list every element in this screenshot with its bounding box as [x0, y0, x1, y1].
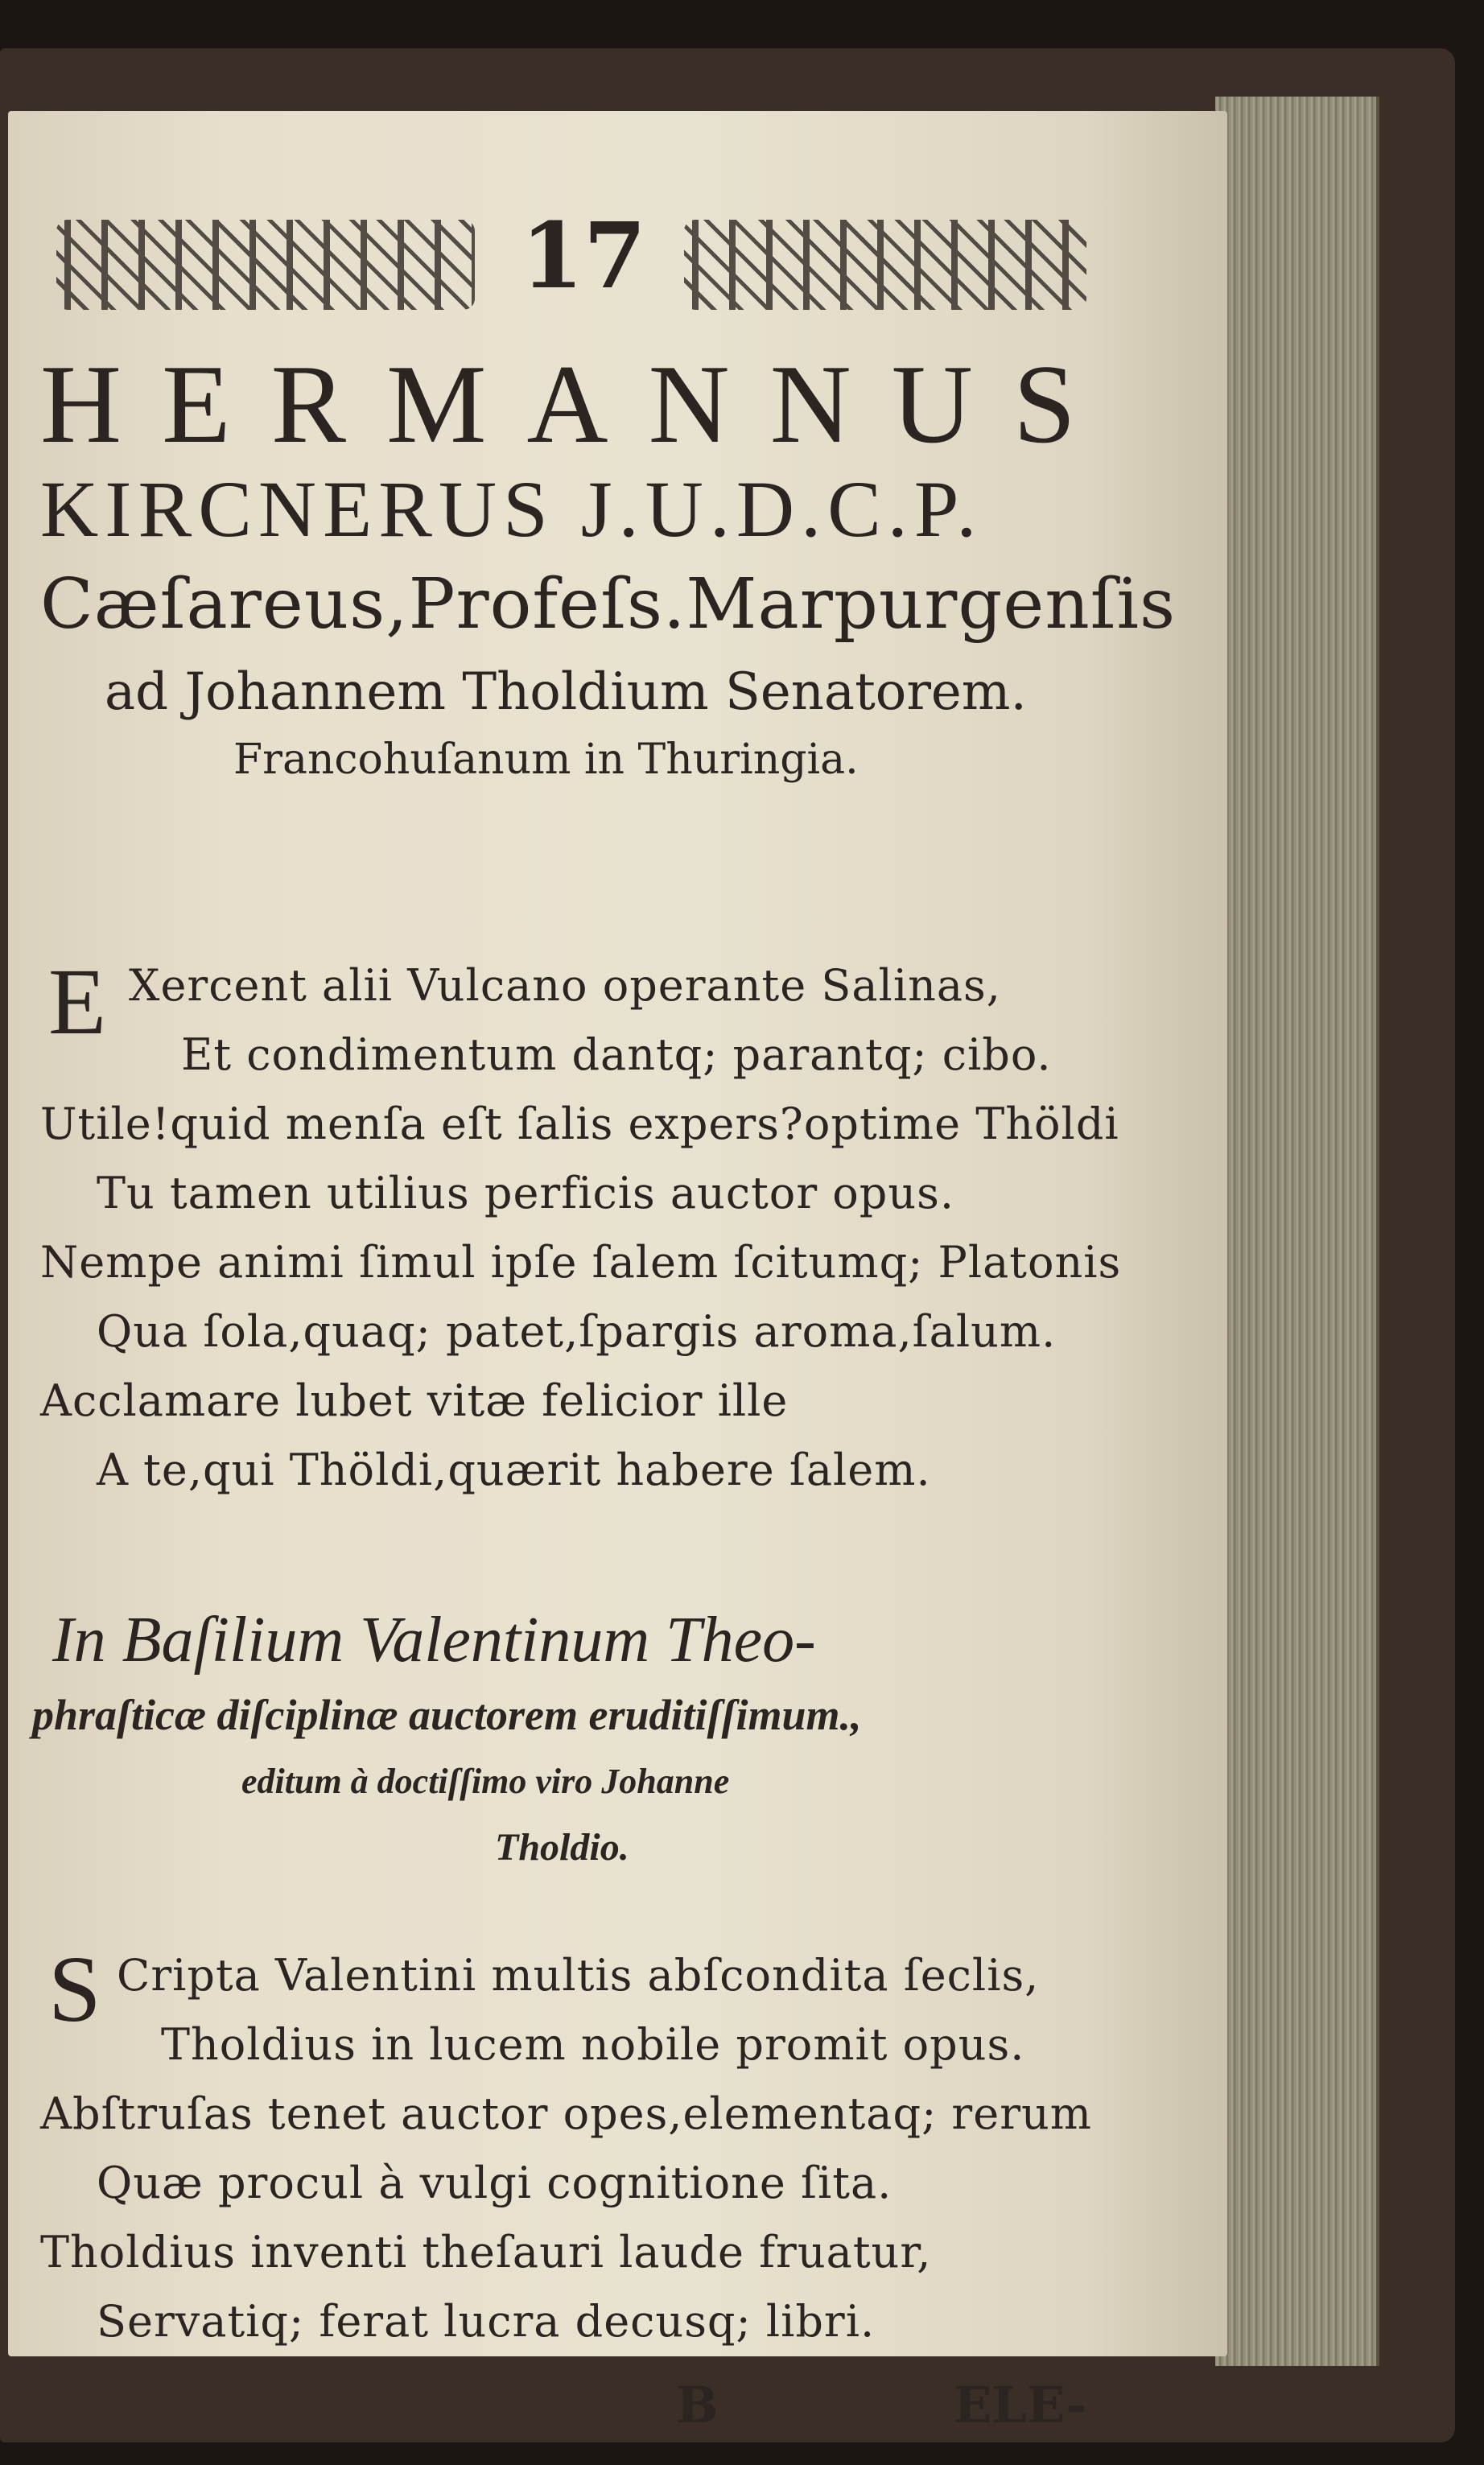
- poem1-line: Qua ſola,quaq; patet,ſpargis aroma,ſalum.: [97, 1306, 1057, 1357]
- section-title-line: editum à doctiſſimo viro Johanne: [241, 1762, 730, 1801]
- poem1-line: Et condimentum dantq; parantq; cibo.: [181, 1029, 1052, 1080]
- right-ornament-band: [684, 220, 1086, 310]
- poem2-line: Quæ procul à vulgi cognitione ſita.: [97, 2158, 892, 2208]
- heading-author-name: HERMANNUS: [40, 342, 1116, 467]
- heading-addressee: ad Johannem Tholdium Senatorem.: [105, 662, 1027, 722]
- page-number: 17: [521, 204, 646, 309]
- heading-author-surname: KIRCNERUS J.U.D.C.P.: [40, 464, 983, 554]
- book-page: [8, 111, 1227, 2434]
- section-title-line: Tholdio.: [495, 1826, 629, 1869]
- heading-place: Francohuſanum in Thuringia.: [233, 736, 859, 784]
- catchword: ELE-: [954, 2376, 1086, 2434]
- heading-author-title: Cæſareus,Profeſs.Marpurgenſis: [40, 564, 1177, 645]
- poem2-line: Cripta Valentini multis abſcondita ſeclis,: [117, 1950, 1040, 2001]
- section-title-line: phraſticæ diſciplinæ auctorem eruditiſſimum.,: [32, 1691, 862, 1739]
- page-edges: [1215, 97, 1379, 2366]
- left-ornament-band: [56, 220, 475, 310]
- poem2-line: Tholdius inventi theſauri laude fruatur,: [40, 2227, 932, 2277]
- poem1-line: Utile!quid menſa eſt ſalis expers?optime Thöldi: [40, 1099, 1119, 1149]
- poem2-line: Abſtruſas tenet auctor opes,elementaq; rerum: [40, 2088, 1092, 2139]
- poem1-line: Tu tamen utilius perficis auctor opus.: [97, 1168, 955, 1218]
- poem1-line: Xercent alii Vulcano operante Salinas,: [129, 960, 1001, 1011]
- section-title-line: In Baſilium Valentinum Theo-: [52, 1605, 816, 1676]
- poem1-line: Acclamare lubet vitæ felicior ille: [40, 1375, 789, 1426]
- poem2-line: Servatiq; ferat lucra decusq; libri.: [97, 2296, 876, 2347]
- poem2-line: Tholdius in lucem nobile promit opus.: [161, 2019, 1025, 2070]
- poem1-line: A te,qui Thöldi,quærit habere ſalem.: [97, 1445, 931, 1495]
- poem2-drop-cap: S: [48, 1936, 101, 2042]
- poem1-drop-cap: E: [48, 949, 107, 1054]
- poem1-line: Nempe animi ſimul ipſe ſalem ſcitumq; Platonis: [40, 1237, 1122, 1288]
- signature-mark: B: [676, 2376, 719, 2434]
